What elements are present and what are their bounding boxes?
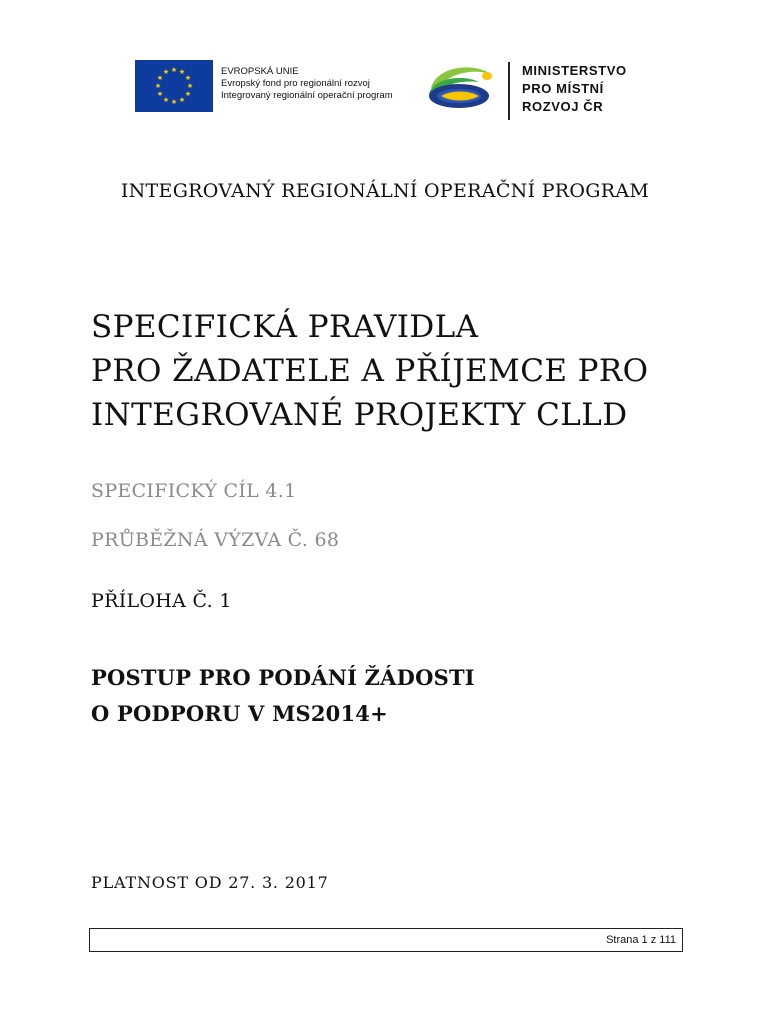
ministry-caption-line: PRO MÍSTNÍ: [522, 81, 604, 96]
svg-text:★: ★: [154, 82, 162, 90]
document-title: [91, 305, 648, 437]
svg-text:★: ★: [178, 96, 186, 104]
document-title-line: SPECIFICKÁ PRAVIDLA: [91, 309, 479, 345]
eu-caption-line: Evropský fond pro regionální rozvoj: [221, 78, 370, 89]
procedure-title: [91, 660, 475, 732]
ministry-logo: [423, 60, 499, 110]
document-title-line: PRO ŽADATELE A PŘÍJEMCE PRO: [91, 353, 649, 389]
eu-flag-logo: [135, 60, 213, 112]
page-footer: [89, 928, 683, 952]
eu-caption-line: EVROPSKÁ UNIE: [221, 66, 299, 77]
ministry-caption-line: ROZVOJ ČR: [522, 99, 604, 114]
eu-stars-icon: [135, 60, 213, 112]
ministry-emblem-icon: [423, 60, 499, 110]
ministry-caption-line: MINISTERSTVO: [522, 63, 627, 78]
svg-text:★: ★: [156, 74, 164, 82]
logo-divider: [508, 62, 510, 120]
attachment-number: PŘÍLOHA Č. 1: [91, 590, 232, 612]
procedure-title-line: POSTUP PRO PODÁNÍ ŽÁDOSTI: [91, 665, 475, 690]
procedure-title-line: O PODPORU V MS2014+: [91, 701, 388, 726]
validity-date: PLATNOST OD 27. 3. 2017: [91, 873, 329, 892]
svg-text:★: ★: [162, 96, 170, 104]
svg-text:★: ★: [162, 68, 170, 76]
svg-text:★: ★: [178, 68, 186, 76]
eu-caption-line: Integrovaný regionální operační program: [221, 90, 393, 101]
page-number: Strana 1 z 111: [606, 934, 676, 946]
specific-goal: SPECIFICKÝ CÍL 4.1: [91, 480, 297, 502]
program-title: INTEGROVANÝ REGIONÁLNÍ OPERAČNÍ PROGRAM: [120, 180, 650, 202]
svg-text:★: ★: [184, 90, 192, 98]
svg-text:★: ★: [186, 82, 194, 90]
document-title-line: INTEGROVANÉ PROJEKTY CLLD: [91, 397, 628, 433]
eu-caption: [221, 66, 393, 102]
svg-text:★: ★: [184, 74, 192, 82]
svg-text:★: ★: [170, 66, 178, 74]
svg-text:★: ★: [156, 90, 164, 98]
call-number: PRŮBĚŽNÁ VÝZVA Č. 68: [91, 529, 340, 551]
svg-text:★: ★: [170, 98, 178, 106]
ministry-caption: [522, 62, 627, 116]
